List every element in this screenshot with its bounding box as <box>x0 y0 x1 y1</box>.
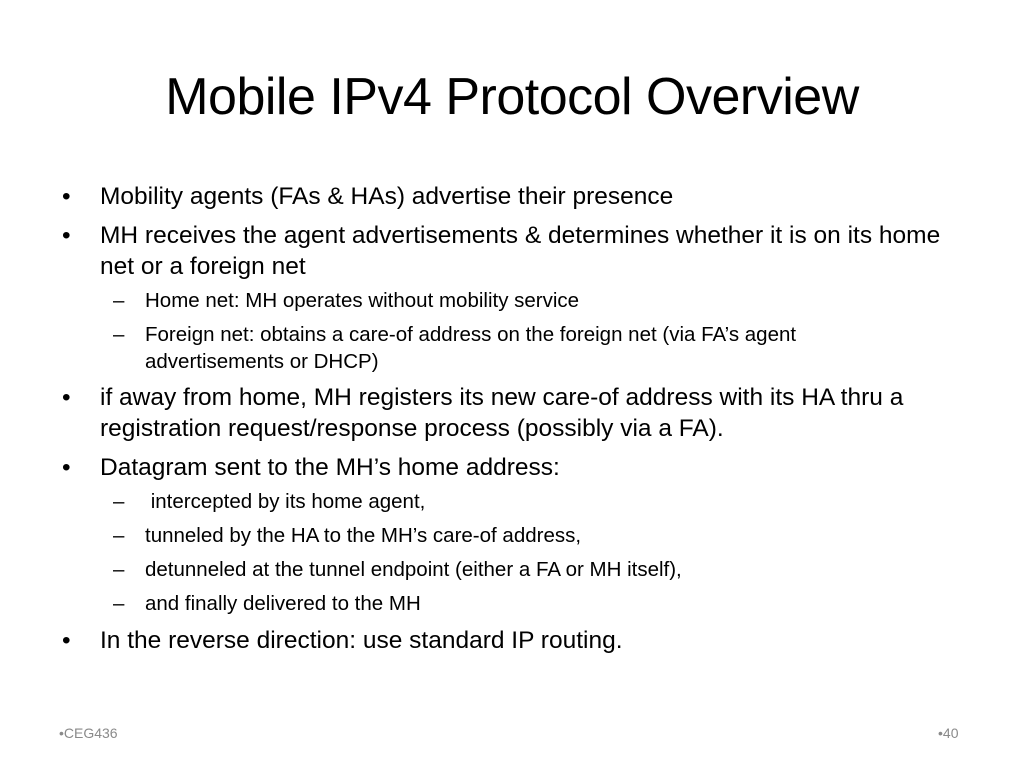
bullet-text: if away from home, MH registers its new care-of address with its HA thru a registration request/response process (possibly via a FA). <box>100 384 904 442</box>
sub-bullet-marker: – <box>113 592 125 615</box>
bullet-item <box>62 220 967 282</box>
bullet-text: In the reverse direction: use standard IP routing. <box>100 627 623 654</box>
sub-bullet-marker: – <box>113 323 125 346</box>
sub-bullet-text: Home net: MH operates without mobility service <box>145 289 580 312</box>
sub-bullet-item <box>113 287 913 314</box>
sub-bullet-text: tunneled by the HA to the MH’s care-of address, <box>145 524 582 547</box>
sub-bullet-marker: – <box>113 558 125 581</box>
sub-bullet-item <box>113 556 913 583</box>
bullet-marker: • <box>62 222 71 249</box>
footer-course-label: •CEG436 <box>59 725 118 741</box>
bullet-marker: • <box>62 627 71 654</box>
footer-page-number: •40 <box>938 725 959 741</box>
bullet-item <box>62 382 967 444</box>
bullet-item <box>62 181 967 212</box>
bullet-text: Datagram sent to the MH’s home address: <box>100 454 560 481</box>
bullet-marker: • <box>62 384 71 411</box>
bullet-item <box>62 625 967 656</box>
bullet-marker: • <box>62 454 71 481</box>
bullet-text: MH receives the agent advertisements & determines whether it is on its home net or a foreign net <box>100 222 941 280</box>
bullet-item <box>62 452 967 483</box>
sub-bullet-text: and finally delivered to the MH <box>145 592 421 615</box>
sub-bullet-text: detunneled at the tunnel endpoint (either a FA or MH itself), <box>145 558 682 581</box>
sub-bullet-text: Foreign net: obtains a care-of address on the foreign net (via FA’s agent advertisements or DHCP) <box>145 323 797 373</box>
sub-bullet-marker: – <box>113 524 125 547</box>
sub-bullet-marker: – <box>113 490 125 513</box>
sub-bullet-item <box>113 590 913 617</box>
bullet-text: Mobility agents (FAs & HAs) advertise their presence <box>100 183 674 210</box>
slide-title: Mobile IPv4 Protocol Overview <box>165 68 859 126</box>
bullet-marker: • <box>62 183 71 210</box>
sub-bullet-item <box>113 321 913 375</box>
sub-bullet-item <box>113 522 913 549</box>
sub-bullet-text: intercepted by its home agent, <box>145 490 426 513</box>
sub-bullet-marker: – <box>113 289 125 312</box>
sub-bullet-item <box>113 488 913 515</box>
